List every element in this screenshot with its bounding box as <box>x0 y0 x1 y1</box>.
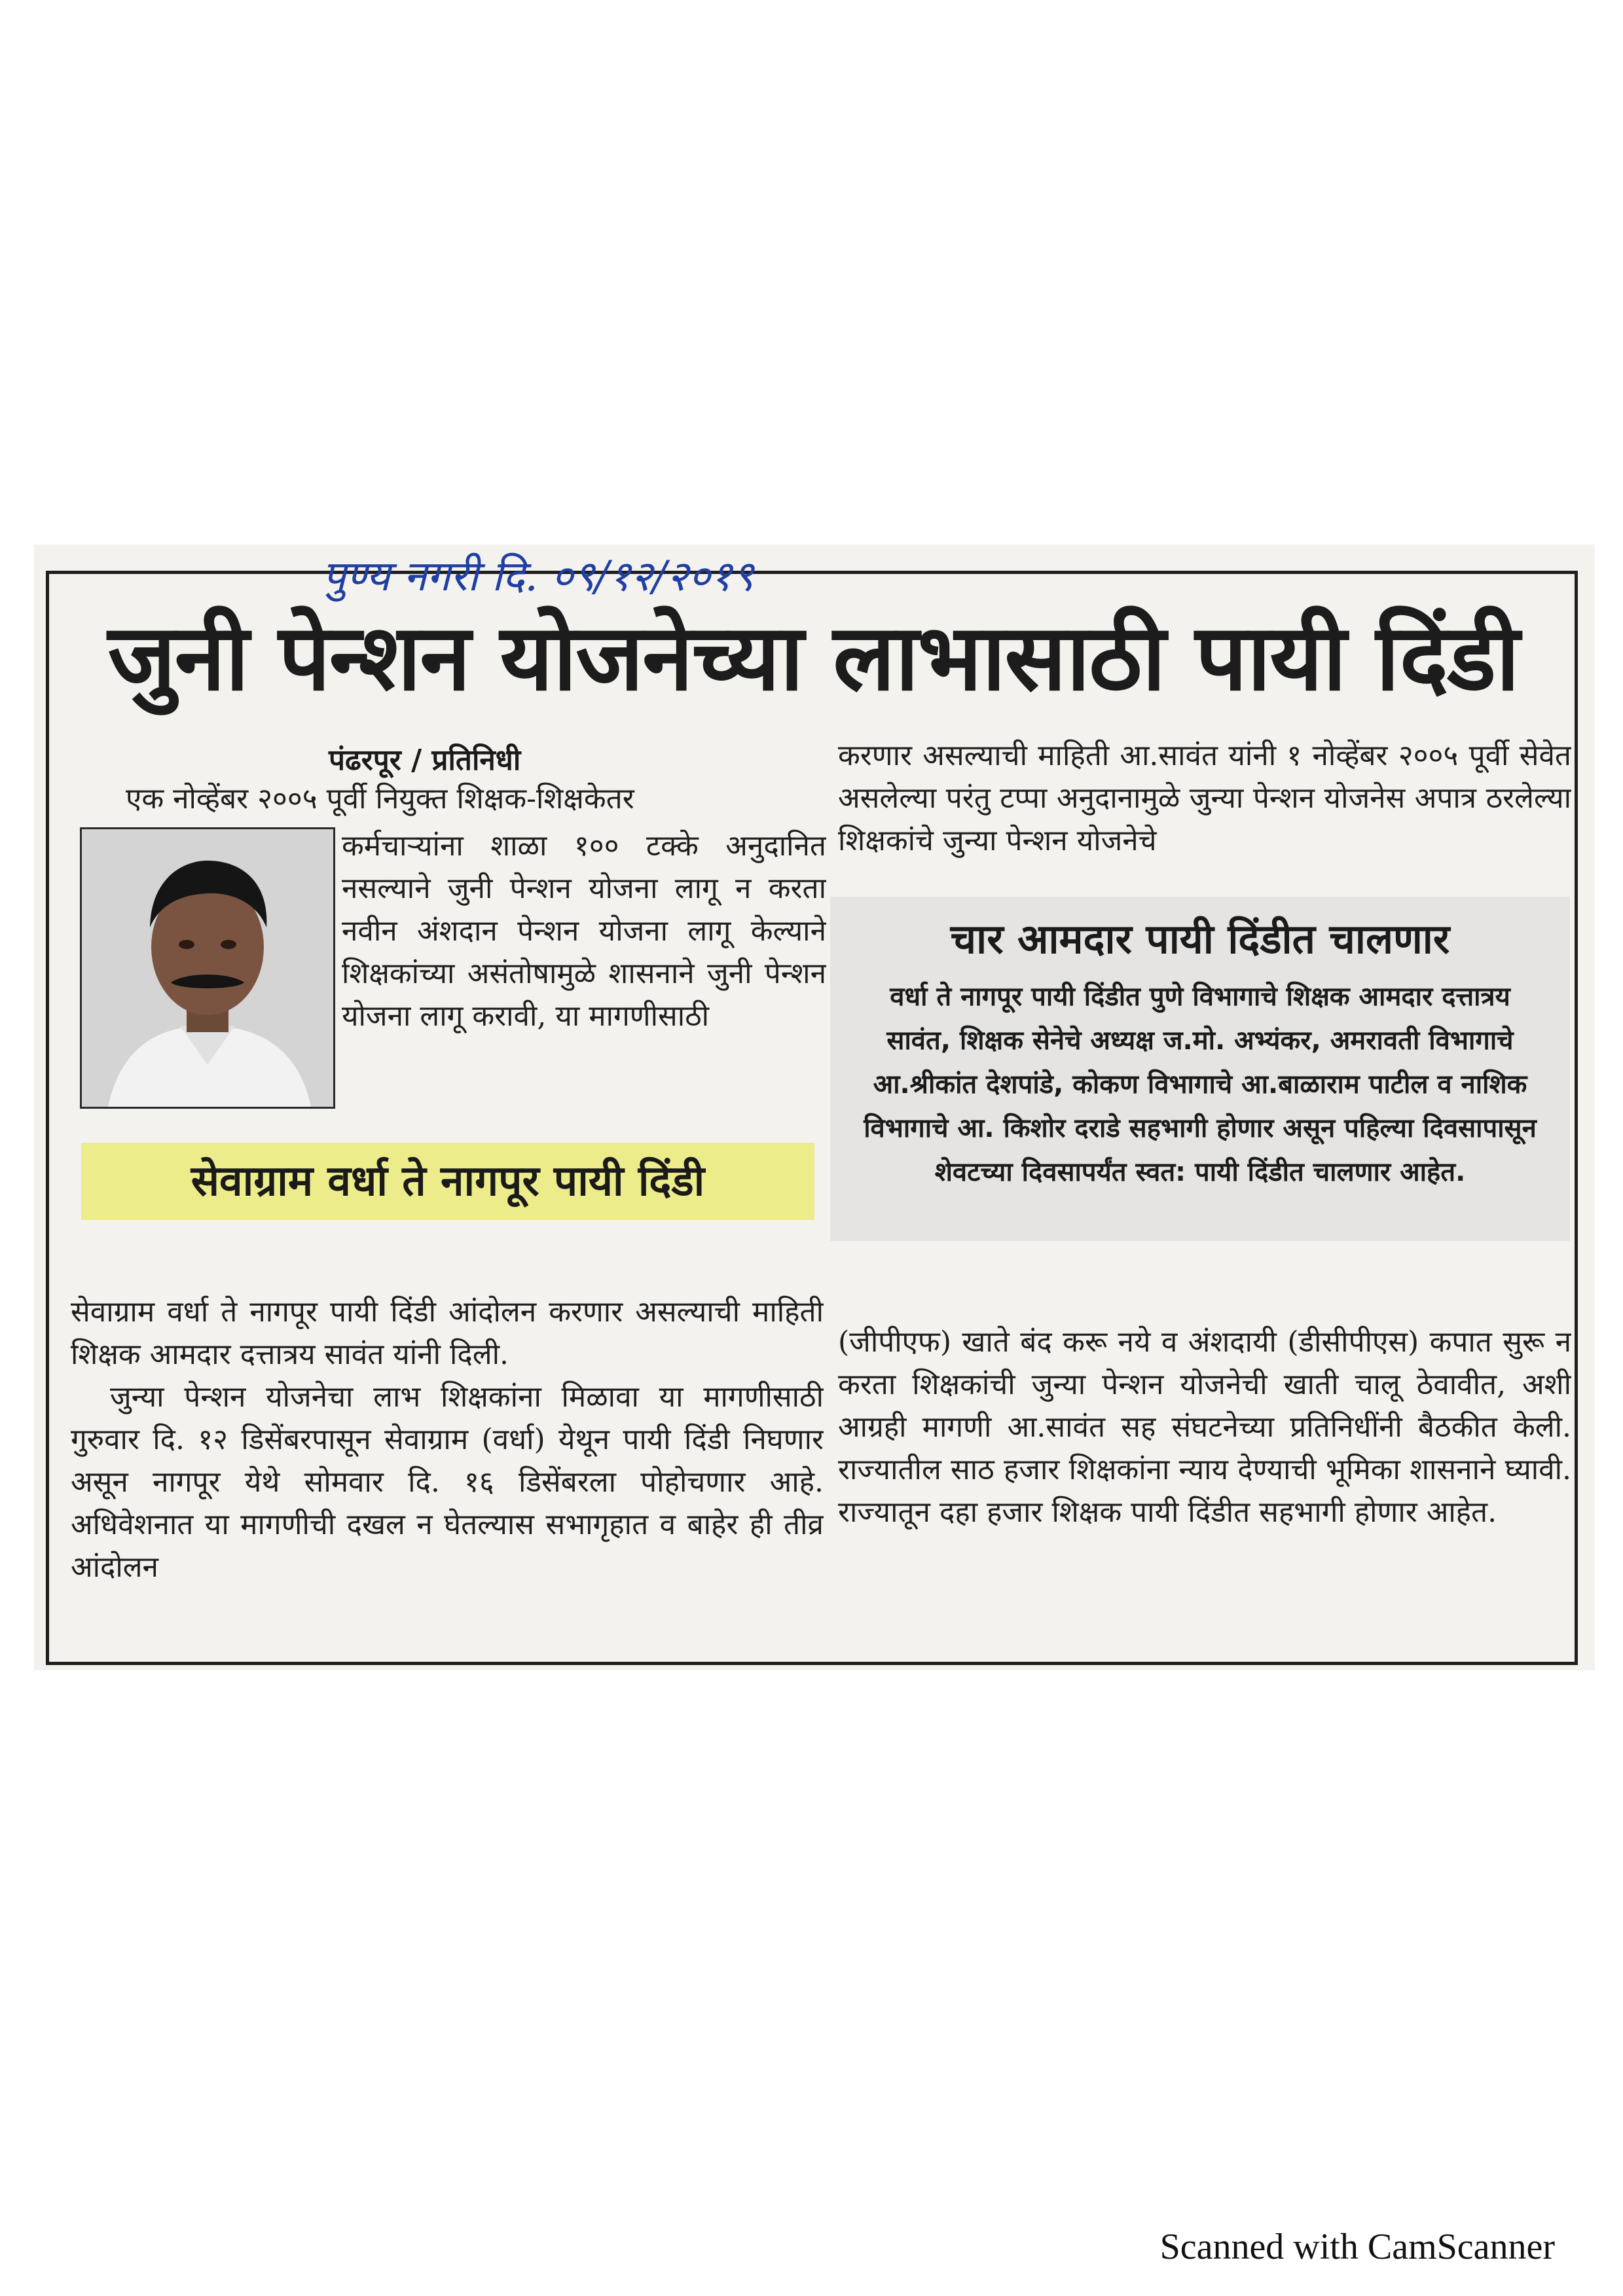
right-body-column <box>838 1321 1571 1635</box>
highlight-subheading: सेवाग्राम वर्धा ते नागपूर पायी दिंडी <box>81 1143 814 1220</box>
newspaper-clipping <box>34 545 1595 1670</box>
right-top-text: करणार असल्याची माहिती आ.सावंत यांनी १ नोव्हेंबर २००५ पूर्वी सेवेत असलेल्या परंतु टप्पा अनुदानामुळे जुन्या पेन्शन योजनेस अपात्र ठरलेल्या शिक्षकांचे जुन्या पेन्शन योजनेचे <box>838 739 1571 857</box>
lead-paragraph-text: कर्मचाऱ्यांना शाळा १०० टक्के अनुदानित नसल्याने जुनी पेन्शन योजना लागू न करता नवीन अंशदान पेन्शन योजना लागू केल्याने शिक्षकांच्या असंतोषामुळे शासनाने जुनी पेन्शन योजना लागू करावी, या मागणीसाठी <box>342 829 826 1033</box>
sidebar-box <box>830 897 1570 1241</box>
article-dateline: पंढरपूर / प्रतिनिधी <box>329 744 521 777</box>
sidebar-body: वर्धा ते नागपूर पायी दिंडीत पुणे विभागाचे शिक्षक आमदार दत्तात्रय सावंत, शिक्षक सेनेचे अध्यक्ष ज.मो. अभ्यंकर, अमरावती विभागाचे आ.श्रीकांत देशपांडे, कोकण विभागाचे आ.बाळाराम पाटील व नाशिक विभागाचे आ. किशोर दराडे सहभागी होणार असून पहिल्या दिवसापासून शेवटच्या दिवसापर्यंत स्वत: पायी दिंडीत चालणार आहेत. <box>864 982 1537 1187</box>
person-portrait-icon <box>82 829 333 1107</box>
article-headline: जुनी पेन्शन योजनेच्या लाभासाठी पायी दिंडी <box>107 605 1519 711</box>
lead-paragraph <box>342 825 826 1113</box>
left-body-paragraph-1: सेवाग्राम वर्धा ते नागपूर पायी दिंडी आंदोलन करणार असल्याची माहिती शिक्षक आमदार दत्तात्रय सावंत यांनी दिली. <box>71 1295 824 1371</box>
handwritten-source-note: पुण्य नगरी दि. ०९/१२/२०१९ <box>322 552 754 601</box>
left-body-column <box>71 1291 824 1644</box>
right-body-text: (जीपीएफ) खाते बंद करू नये व अंशदायी (डीसीपीएस) कपात सुरू न करता शिक्षकांची जुन्या पेन्शन योजनेची खाती चालू ठेवावीत, अशी आग्रही मागणी आ.सावंत सह संघटनेच्या प्रतिनिधींनी बैठकीत केली. राज्यातील साठ हजार शिक्षकांना न्याय देण्याची भूमिका शासनाने घ्यावी. राज्यातून दहा हजार शिक्षक पायी दिंडीत सहभागी होणार आहेत. <box>838 1325 1571 1529</box>
sidebar-heading: चार आमदार पायी दिंडीत चालणार <box>950 915 1450 963</box>
lead-first-line: एक नोव्हेंबर २००५ पूर्वी नियुक्त शिक्षक-शिक्षकेतर <box>126 782 634 816</box>
scanner-watermark: Scanned with CamScanner <box>1159 2227 1555 2267</box>
reporter-photo <box>80 827 335 1109</box>
right-top-paragraph <box>838 734 1571 878</box>
left-body-paragraph-2: जुन्या पेन्शन योजनेचा लाभ शिक्षकांना मिळावा या मागणीसाठी गुरुवार दि. १२ डिसेंबरपासून सेवाग्राम (वर्धा) येथून पायी दिंडी निघणार असून नागपूर येथे सोमवार दि. १६ डिसेंबरला पोहोचणार आहे. अधिवेशनात या मागणीची दखल न घेतल्यास सभागृहात व बाहेर ही तीव्र आंदोलन <box>71 1380 824 1584</box>
